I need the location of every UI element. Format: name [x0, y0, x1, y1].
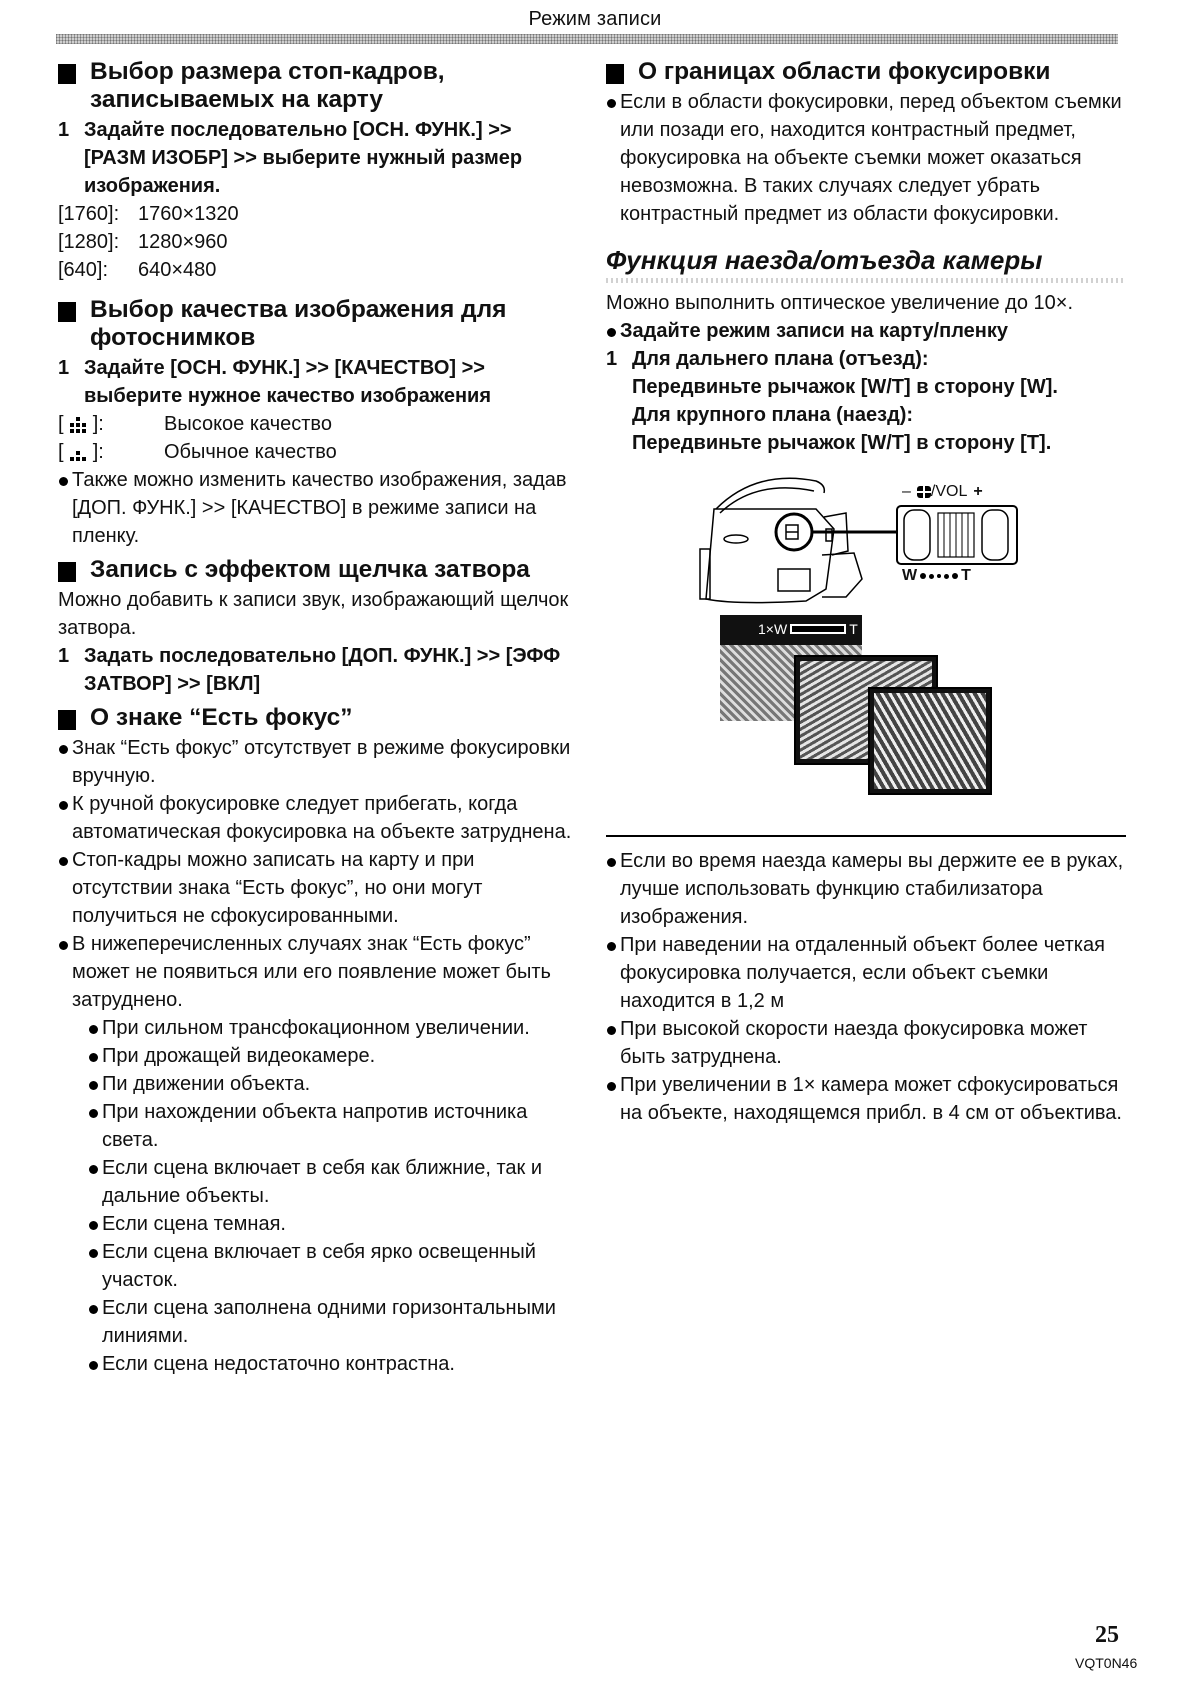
square-bullet-icon — [58, 562, 76, 582]
running-header: Режим записи — [528, 8, 662, 30]
list-item: При увеличении в 1× камера может сфокусироваться на объекте, находящемся прибл. в 4 см от объектива. — [606, 1071, 1126, 1127]
square-bullet-icon — [58, 64, 76, 84]
list-item: При высокой скорости наезда фокусировка может быть затруднена. — [606, 1015, 1126, 1071]
section-focus-sign — [58, 704, 578, 1378]
thumbnail-icon — [917, 486, 931, 498]
section-intro: Можно выполнить оптическое увеличение до 10×. — [606, 292, 1074, 314]
section-title: Функция наезда/отъезда камеры — [606, 245, 1043, 275]
sub-list-item: При дрожащей видеокамере. — [88, 1042, 578, 1070]
sub-list-item: Пи движении объекта. — [88, 1070, 578, 1098]
quality-normal-icon — [69, 445, 87, 461]
step-1: 1 Задать последовательно [ДОП. ФУНК.] >> [ЭФФ ЗАТВОР] >> [ВКЛ] — [58, 645, 561, 695]
step-1: 1 Задайте последовательно [ОСН. ФУНК.] >> [РАЗМ ИЗОБР] >> выберите нужный размер изображения. — [58, 119, 523, 197]
option-row: [ ]: Обычное качество — [58, 441, 337, 463]
square-bullet-icon — [58, 302, 76, 322]
note-bullet: Также можно изменить качество изображения, задав [ДОП. ФУНК.] >> [КАЧЕСТВО] в режиме записи на пленку. — [58, 466, 578, 550]
section-zoom — [606, 244, 1126, 1127]
sub-list-item: Если сцена заполнена одними горизонтальными линиями. — [88, 1294, 578, 1350]
section-heading: Выбор размера стоп-кадров, записываемых на карту — [58, 58, 578, 114]
square-bullet-icon — [58, 710, 76, 730]
section-focus-area — [606, 58, 1126, 228]
option-row: [ ]: Высокое качество — [58, 413, 332, 435]
option-row: [1760]: 1760×1320 — [58, 203, 239, 225]
section-image-size — [58, 58, 578, 284]
section-heading: Выбор качества изображения для фотоснимков — [58, 296, 578, 352]
quality-high-icon — [69, 417, 87, 433]
section-intro: Можно добавить к записи звук, изображающий щелчок затвора. — [58, 589, 569, 639]
list-item: В нижеперечисленных случаях знак “Есть фокус” может не появиться или его появление может быть затруднено. — [58, 930, 578, 1014]
right-column — [606, 58, 1126, 1127]
left-column — [58, 58, 578, 1378]
divider — [606, 835, 1126, 837]
section-quality — [58, 296, 578, 550]
zoom-figure — [606, 469, 1126, 829]
camcorder-illustration — [696, 469, 896, 609]
list-item: Если во время наезда камеры вы держите ее в руках, лучше использовать функцию стабилизатора изображения. — [606, 847, 1126, 931]
list-item: Стоп-кадры можно записать на карту и при отсутствии знака “Есть фокус”, но они могут получиться не сфокусированными. — [58, 846, 578, 930]
section-shutter-effect — [58, 556, 578, 698]
sub-list-item: Если сцена недостаточно контрастна. — [88, 1350, 578, 1378]
section-heading: Запись с эффектом щелчка затвора — [58, 556, 578, 584]
sub-list-item: При сильном трансфокационном увеличении. — [88, 1014, 578, 1042]
step-1: 1 Для дальнего плана (отъезд): Передвиньте рычажок [W/T] в сторону [W]. Для крупного плана (наезд): Передвиньте рычажок [W/T] в сторону [T]. — [606, 348, 1058, 454]
list-item: Знак “Есть фокус” отсутствует в режиме фокусировки вручную. — [58, 734, 578, 790]
list-item: К ручной фокусировке следует прибегать, когда автоматическая фокусировка на объекте затруднена. — [58, 790, 578, 846]
zoom-lever-illustration — [896, 505, 1018, 565]
zoom-screen-1x: 1×W T — [720, 615, 862, 721]
list-item: При наведении на отдаленный объект более четкая фокусировка получается, если объект съемки находится в 1,2 м — [606, 931, 1126, 1015]
section-heading: О знаке “Есть фокус” — [58, 704, 578, 732]
section-heading: О границах области фокусировки — [606, 58, 1126, 86]
document-code: VQT0N46 — [1075, 1655, 1138, 1671]
sub-list-item: Если сцена включает в себя ярко освещенный участок. — [88, 1238, 578, 1294]
list-item: Если в области фокусировки, перед объектом съемки или позади его, находится контрастный предмет, фокусировка на объекте съемки может оказаться невозможна. В таких случаях следует убрать контрастный предмет из области фокусировки. — [606, 88, 1126, 228]
sub-list-item: Если сцена темная. — [88, 1210, 578, 1238]
option-row: [1280]: 1280×960 — [58, 231, 228, 253]
sub-list-item: Если сцена включает в себя как ближние, так и дальние объекты. — [88, 1154, 578, 1210]
sub-list-item: При нахождении объекта напротив источника света. — [88, 1098, 578, 1154]
page-number: 25 — [1095, 1622, 1119, 1648]
square-bullet-icon — [606, 64, 624, 84]
dotted-divider — [606, 278, 1126, 283]
option-row: [640]: 640×480 — [58, 259, 217, 281]
header-halftone-band — [56, 34, 1118, 44]
wt-scale: W T — [902, 567, 971, 584]
zoom-screen-tele — [868, 687, 992, 795]
zoom-lever-label: – /VOL + — [902, 483, 983, 500]
step-1: 1 Задайте [ОСН. ФУНК.] >> [КАЧЕСТВО] >> выберите нужное качество изображения — [58, 357, 492, 407]
list-item: Задайте режим записи на карту/пленку — [606, 317, 1126, 345]
